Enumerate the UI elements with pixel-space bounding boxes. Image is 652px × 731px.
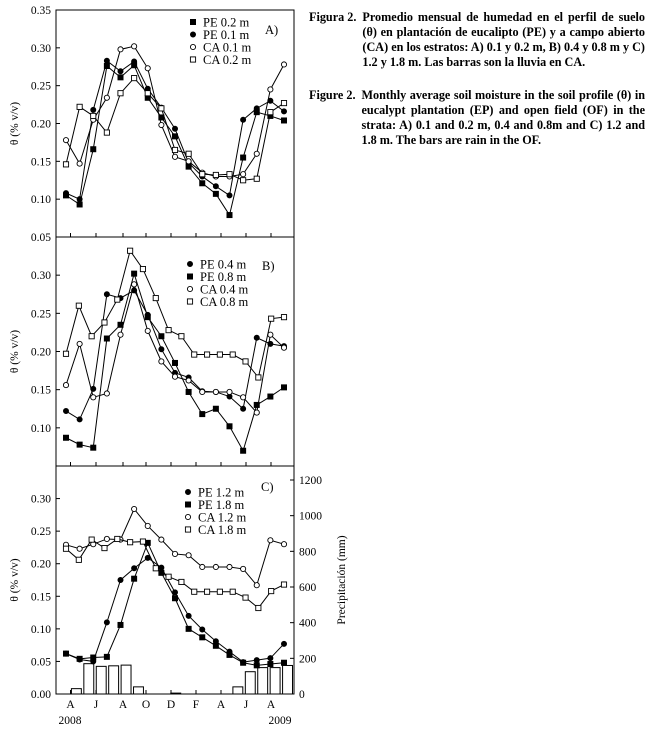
data-point: [145, 315, 150, 320]
x-tick-label: A: [266, 699, 276, 711]
x-tick-label: J: [93, 699, 99, 711]
data-point: [145, 91, 150, 96]
rain-bar: [71, 689, 81, 694]
data-point: [77, 442, 82, 447]
data-point: [192, 589, 197, 594]
panel-c: [9, 466, 348, 701]
y-tick-label: 0.15: [30, 156, 51, 169]
data-point: [281, 660, 286, 665]
series-line: [66, 65, 284, 215]
data-point: [166, 328, 171, 333]
legend-marker: [187, 274, 192, 279]
data-point: [227, 172, 232, 177]
data-point: [213, 389, 218, 394]
series-line: [66, 558, 284, 662]
panel-label: A): [265, 23, 279, 37]
data-point: [172, 596, 177, 601]
data-point: [241, 448, 246, 453]
data-point: [77, 202, 82, 207]
legend-label: CA 1.2 m: [198, 510, 247, 525]
y2-axis-title: Precipitación (mm): [336, 535, 348, 625]
data-point: [159, 334, 164, 339]
data-point: [159, 347, 164, 352]
data-point: [132, 282, 137, 287]
y-tick-label: 0.35: [30, 5, 51, 17]
data-point: [268, 661, 273, 666]
y-axis-title: θ (% v/v): [9, 558, 21, 602]
data-point: [118, 75, 123, 80]
data-point: [241, 178, 246, 183]
data-point: [186, 378, 191, 383]
legend-marker: [190, 57, 195, 62]
panel-label: C): [261, 480, 274, 494]
x-tick-label: A: [118, 699, 128, 711]
data-point: [63, 191, 68, 196]
data-point: [172, 147, 177, 152]
caption-english: [309, 88, 645, 148]
data-point: [200, 389, 205, 394]
legend-marker: [190, 32, 195, 37]
data-point: [166, 574, 171, 579]
y-tick-label: 0.05: [30, 232, 51, 244]
data-point: [159, 106, 164, 111]
data-point: [132, 59, 137, 64]
panel-frame: [56, 237, 294, 466]
y2-tick-label: 1200: [299, 475, 322, 487]
legend-marker: [185, 502, 190, 507]
x-tick-label: O: [141, 699, 151, 711]
data-point: [132, 506, 137, 511]
data-point: [63, 408, 68, 413]
data-point: [118, 47, 123, 52]
data-point: [256, 375, 261, 380]
data-point: [200, 627, 205, 632]
data-point: [268, 656, 273, 661]
data-point: [77, 104, 82, 109]
data-point: [192, 352, 197, 357]
data-point: [281, 315, 286, 320]
rain-bar: [171, 693, 181, 694]
data-point: [186, 613, 191, 618]
data-point: [104, 130, 109, 135]
data-point: [91, 655, 96, 660]
data-point: [128, 540, 133, 545]
year-label: 2008: [58, 715, 82, 727]
data-point: [254, 663, 259, 668]
data-point: [172, 126, 177, 131]
data-point: [159, 537, 164, 542]
data-point: [256, 605, 261, 610]
data-point: [128, 248, 133, 253]
data-point: [91, 395, 96, 400]
x-tick-label: A: [216, 699, 226, 711]
rain-bar: [96, 666, 106, 694]
data-point: [268, 87, 273, 92]
data-point: [63, 162, 68, 167]
data-point: [132, 566, 137, 571]
y-tick-label: 0.20: [30, 118, 51, 131]
data-point: [102, 545, 107, 550]
data-point: [76, 557, 81, 562]
y2-tick-label: 0: [299, 689, 305, 701]
y-axis-title: θ (% v/v): [9, 101, 21, 146]
data-point: [118, 622, 123, 627]
panel-a: [9, 5, 294, 244]
data-point: [118, 332, 123, 337]
data-point: [227, 564, 232, 569]
data-point: [153, 566, 158, 571]
data-point: [145, 523, 150, 528]
data-point: [186, 389, 191, 394]
data-point: [243, 595, 248, 600]
data-point: [243, 359, 248, 364]
y-tick-label: 0.10: [30, 623, 51, 636]
y-tick-label: 0.25: [30, 80, 51, 93]
y-tick-label: 0.30: [30, 493, 51, 506]
data-point: [241, 406, 246, 411]
y-tick-label: 0.25: [30, 526, 51, 539]
data-point: [77, 656, 82, 661]
y2-tick-label: 600: [299, 582, 317, 594]
data-point: [89, 537, 94, 542]
data-point: [186, 553, 191, 558]
data-point: [91, 113, 96, 118]
data-point: [281, 582, 286, 587]
data-point: [241, 660, 246, 665]
data-point: [91, 445, 96, 450]
data-point: [77, 546, 82, 551]
y-tick-label: 0.25: [30, 308, 51, 321]
data-point: [227, 389, 232, 394]
data-point: [213, 406, 218, 411]
panel-b: [9, 237, 294, 466]
data-point: [227, 424, 232, 429]
data-point: [140, 539, 145, 544]
data-point: [217, 589, 222, 594]
data-point: [268, 110, 273, 115]
data-point: [172, 360, 177, 365]
legend-marker: [185, 489, 190, 494]
data-point: [204, 352, 209, 357]
data-point: [77, 197, 82, 202]
data-point: [281, 345, 286, 350]
data-point: [227, 652, 232, 657]
legend-marker: [185, 514, 190, 519]
rain-bar: [109, 666, 119, 694]
legend-label: CA 1.8 m: [198, 523, 247, 537]
data-point: [227, 212, 232, 217]
rain-bar: [270, 668, 280, 694]
data-point: [104, 58, 109, 63]
legend-label: CA 0.2 m: [203, 53, 252, 67]
data-point: [104, 292, 109, 297]
series-line: [66, 251, 284, 378]
data-point: [145, 328, 150, 333]
data-point: [186, 159, 191, 164]
data-point: [200, 172, 205, 177]
x-tick-label: A: [66, 699, 75, 711]
y2-tick-label: 1000: [299, 510, 322, 523]
data-point: [159, 359, 164, 364]
y-axis-title: θ (% v/v): [9, 329, 21, 374]
data-point: [281, 109, 286, 114]
legend-marker: [190, 44, 195, 49]
data-point: [254, 151, 259, 156]
y-tick-label: 0.20: [30, 346, 51, 359]
data-point: [268, 538, 273, 543]
data-point: [213, 184, 218, 189]
y2-tick-label: 400: [299, 617, 317, 630]
data-point: [213, 191, 218, 196]
data-point: [241, 172, 246, 177]
y-tick-label: 0.15: [30, 591, 51, 604]
data-point: [63, 651, 68, 656]
data-point: [281, 118, 286, 123]
data-point: [230, 589, 235, 594]
data-point: [200, 635, 205, 640]
x-tick-label: D: [166, 699, 176, 711]
rain-bar: [233, 687, 243, 694]
data-point: [269, 588, 274, 593]
data-point: [115, 536, 120, 541]
rain-bar: [121, 665, 131, 694]
legend-marker: [190, 19, 195, 24]
data-point: [186, 626, 191, 631]
data-point: [213, 564, 218, 569]
caption-english-label: Figure 2.: [309, 88, 356, 102]
y-tick-label: 0.20: [30, 558, 51, 571]
data-point: [132, 271, 137, 276]
caption-spanish: [309, 10, 645, 70]
y-tick-label: 0.10: [30, 194, 51, 207]
data-point: [104, 95, 109, 100]
y2-tick-label: 200: [299, 653, 317, 666]
data-point: [241, 155, 246, 160]
data-point: [172, 374, 177, 379]
data-point: [118, 69, 123, 74]
rain-bar: [258, 668, 268, 694]
data-point: [104, 391, 109, 396]
data-point: [241, 566, 246, 571]
y-tick-label: 0.30: [30, 42, 51, 55]
data-point: [241, 117, 246, 122]
caption-spanish-text: Promedio mensual de humedad en el perfil de suelo (θ) en plantación de eucalipto (PE) y a campo abierto (CA) en los estratos: A) 0.1 y 0.2 m, B) 0.4 y 0.8 m y C) 1.2 y 1.8 m. Las barras son la lluvia en CA.: [362, 10, 645, 69]
data-point: [77, 417, 82, 422]
y2-tick-label: 800: [299, 546, 317, 559]
data-point: [186, 151, 191, 156]
data-point: [281, 385, 286, 390]
data-point: [104, 536, 109, 541]
data-point: [281, 641, 286, 646]
data-point: [77, 161, 82, 166]
data-point: [227, 193, 232, 198]
legend-label: PE 0.2 m: [203, 15, 250, 30]
data-point: [179, 579, 184, 584]
y-tick-label: 0.30: [30, 270, 51, 283]
data-point: [217, 352, 222, 357]
series-line: [66, 509, 284, 585]
legend-label: PE 0.4 m: [200, 257, 247, 272]
data-point: [145, 66, 150, 71]
rain-bar: [245, 672, 255, 694]
data-point: [102, 320, 107, 325]
data-point: [77, 341, 82, 346]
data-point: [132, 76, 137, 81]
y-tick-label: 0.10: [30, 422, 51, 435]
data-point: [63, 382, 68, 387]
data-point: [104, 336, 109, 341]
legend-marker: [187, 261, 192, 266]
data-point: [241, 395, 246, 400]
data-point: [63, 138, 68, 143]
data-point: [200, 181, 205, 186]
legend-label: CA 0.8 m: [200, 295, 249, 309]
data-point: [172, 154, 177, 159]
caption-spanish-label: Figura 2.: [309, 10, 357, 24]
rain-bar: [283, 665, 293, 694]
data-point: [213, 643, 218, 648]
legend-label: PE 1.8 m: [198, 498, 245, 512]
data-point: [104, 654, 109, 659]
data-point: [200, 411, 205, 416]
x-axis-labels: [59, 699, 292, 727]
data-point: [281, 100, 286, 105]
data-point: [118, 577, 123, 582]
data-point: [132, 44, 137, 49]
legend-label: PE 1.2 m: [198, 485, 245, 500]
data-point: [254, 176, 259, 181]
data-point: [89, 334, 94, 339]
x-tick-label: F: [192, 699, 200, 711]
data-point: [140, 266, 145, 271]
legend-marker: [187, 286, 192, 291]
data-point: [153, 295, 158, 300]
data-point: [63, 546, 68, 551]
data-point: [269, 316, 274, 321]
y-tick-label: 0.15: [30, 384, 51, 397]
x-tick-label: J: [243, 699, 249, 711]
y-tick-label: 0.05: [30, 656, 51, 669]
data-point: [200, 564, 205, 569]
panel-label: B): [262, 259, 275, 273]
legend-label: PE 0.8 m: [200, 270, 247, 284]
data-point: [213, 172, 218, 177]
data-point: [118, 91, 123, 96]
data-point: [115, 297, 120, 302]
data-point: [268, 394, 273, 399]
legend-marker: [185, 527, 190, 532]
legend-label: CA 0.4 m: [200, 282, 249, 297]
data-point: [76, 303, 81, 308]
y-tick-label: 0.00: [30, 689, 51, 701]
data-point: [91, 107, 96, 112]
data-point: [91, 147, 96, 152]
legend-marker: [187, 299, 192, 304]
data-point: [254, 410, 259, 415]
data-point: [281, 62, 286, 67]
data-point: [104, 620, 109, 625]
caption-english-text: Monthly average soil moisture in the soil profile (θ) in eucalypt plantation (EP) and open field (OF) in the strata: A) 0.1 and 0.2 m, 0.4 and 0.8m and C) 1.2 and 1.8 m. The bars are rain in the OF.: [361, 88, 645, 147]
rain-bar: [134, 687, 144, 694]
data-point: [254, 335, 259, 340]
data-point: [281, 542, 286, 547]
data-point: [254, 583, 259, 588]
rain-bar: [84, 664, 94, 694]
legend-label: PE 0.1 m: [203, 28, 250, 42]
data-point: [172, 551, 177, 556]
data-point: [254, 658, 259, 663]
data-point: [230, 352, 235, 357]
data-point: [132, 576, 137, 581]
data-point: [159, 122, 164, 127]
data-point: [63, 435, 68, 440]
data-point: [254, 106, 259, 111]
data-point: [204, 589, 209, 594]
legend-label: CA 0.1 m: [203, 40, 252, 55]
data-point: [63, 351, 68, 356]
data-point: [179, 334, 184, 339]
year-label: 2009: [268, 715, 292, 727]
